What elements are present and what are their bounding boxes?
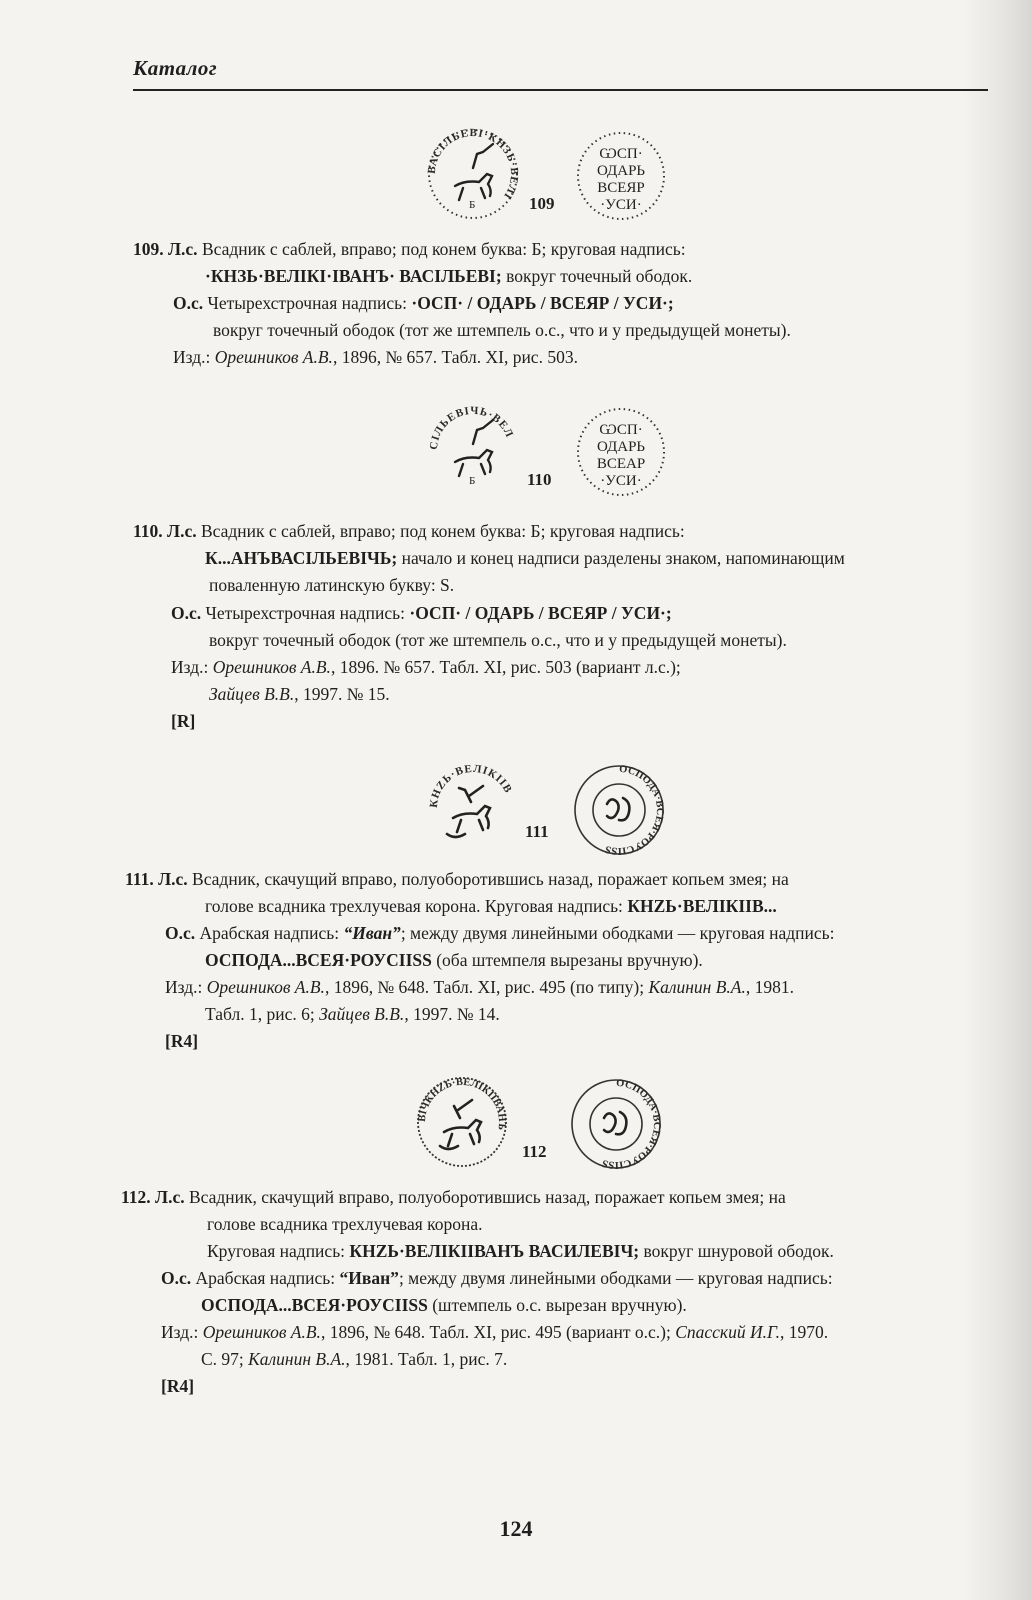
reverse-legend: ·ОСП· / ОДАРЬ / ВСЕЯР / УСИ·; xyxy=(411,293,674,313)
reverse-label: О.с. xyxy=(171,603,202,623)
entry-110-line-5: вокруг точечный ободок (тот же штемпель о.с., что и у предыдущей монеты). xyxy=(209,630,787,650)
literature-author: Орешников А.В. xyxy=(212,657,331,677)
entry-112-literature-2 xyxy=(201,1346,507,1373)
obverse-legend: К...АНЪВАСІЛЬЕВІЧЬ; xyxy=(205,548,398,568)
obverse-label: Л.с. xyxy=(167,521,197,541)
coin-109-reverse-line-4: ·УСИ· xyxy=(600,197,642,213)
reverse-label: О.с. xyxy=(173,293,204,313)
literature-reference-4: , 1997. № 14. xyxy=(404,1004,500,1024)
entry-110-line-4 xyxy=(171,600,672,627)
obverse-label: Л.с. xyxy=(158,869,188,889)
coin-number-110: 110 xyxy=(527,470,552,489)
obverse-description: Всадник, скачущий вправо, полуоборотившись назад, поражает копьем змея; на xyxy=(192,869,789,889)
obverse-label: Л.с. xyxy=(155,1187,185,1207)
coin-109-reverse-line-1: ѠСП· xyxy=(599,146,643,162)
entry-112-line-4 xyxy=(161,1265,833,1292)
literature-author-2: Спасский И.Г. xyxy=(675,1322,780,1342)
coin-111-obverse xyxy=(425,762,521,854)
obverse-description: Всадник, скачущий вправо, полуоборотившись назад, поражает копьем змея; на xyxy=(188,1187,786,1207)
literature-reference: , 1896, № 648. Табл. XI, рис. 495 (вариант о.с.); xyxy=(320,1322,671,1342)
entry-111-literature-2 xyxy=(205,1001,500,1028)
entry-112-literature xyxy=(161,1319,828,1346)
coin-110-obverse xyxy=(425,402,521,496)
literature-author-3: Зайцев В.В. xyxy=(319,1004,405,1024)
coin-111-obverse-legend: КНZЬ·ВЕЛІКІІВ xyxy=(427,762,515,809)
obverse-description: Всадник с саблей, вправо; под конем буква: Б; круговая надпись: xyxy=(201,239,686,259)
coin-109-reverse xyxy=(575,130,667,222)
literature-reference-4: , 1981. Табл. 1, рис. 7. xyxy=(345,1349,508,1369)
coin-images-110 xyxy=(425,402,675,502)
svg-text:ОСПОДА·ВСЕЯ·РОУСІІSS xyxy=(604,764,665,856)
running-header xyxy=(133,52,988,92)
svg-text:Б: Б xyxy=(469,199,476,211)
svg-text:Б: Б xyxy=(469,475,476,487)
literature-label: Изд.: xyxy=(165,977,203,997)
rarity-badge: [R] xyxy=(171,711,196,731)
entry-111-line-4 xyxy=(205,947,703,974)
entry-111-literature xyxy=(165,974,794,1001)
coin-number-111: 111 xyxy=(525,822,549,841)
entry-111-line-3 xyxy=(165,920,835,947)
rarity-badge: [R4] xyxy=(161,1376,195,1396)
entry-109 xyxy=(133,236,993,386)
coin-111-reverse xyxy=(573,764,665,856)
coin-110-reverse xyxy=(575,406,667,498)
entry-109-line-3 xyxy=(173,290,674,317)
entry-109-line-4: вокруг точечный ободок (тот же штемпель о.с., что и у предыдущей монеты). xyxy=(213,320,791,340)
literature-author-2: Зайцев В.В. xyxy=(209,684,295,704)
literature-reference: , 1896, № 657. Табл. XI, рис. 503. xyxy=(332,347,578,367)
literature-author: Орешников А.В. xyxy=(214,347,333,367)
reverse-description: Четырехстрочная надпись: xyxy=(205,603,406,623)
header-rule xyxy=(133,89,988,91)
coin-112-reverse xyxy=(570,1078,662,1170)
entry-110-line-2 xyxy=(205,545,845,572)
obverse-legend: КНZЬ·ВЕЛІКІІВ... xyxy=(627,896,777,916)
coin-images-111 xyxy=(425,762,675,862)
obverse-legend-tail: вокруг точечный ободок. xyxy=(506,266,693,286)
coin-109-reverse-line-2: ОДАРЬ xyxy=(596,163,646,179)
literature-reference: , 1896. № 657. Табл. XI, рис. 503 (вариант л.с.); xyxy=(330,657,681,677)
svg-text:ОСПОДА·ВСЕЯ·РОУСІІSS xyxy=(601,1078,662,1170)
entry-112-line-3 xyxy=(207,1238,834,1265)
literature-reference-3: Табл. 1, рис. 6; xyxy=(205,1004,315,1024)
coin-110-reverse-line-1: ѠСП· xyxy=(599,422,643,438)
literature-author-3: Калинин В.А. xyxy=(248,1349,346,1369)
reverse-label: О.с. xyxy=(161,1268,192,1288)
reverse-legend: ОСПОДА...ВСЕЯ·РОУСІІSS xyxy=(201,1295,428,1315)
page-number: 124 xyxy=(499,1516,533,1541)
coin-112-reverse-legend: ОСПОДА·ВСЕЯ·РОУСІІSS xyxy=(601,1078,662,1170)
obverse-legend-tail: вокруг шнуровой ободок. xyxy=(643,1241,834,1261)
entry-number: 109. xyxy=(133,239,164,259)
entry-110-literature xyxy=(171,654,681,681)
literature-reference-2: , 1981. xyxy=(745,977,794,997)
reverse-description: Арабская надпись: xyxy=(195,1268,336,1288)
reverse-tail: (оба штемпеля вырезаны вручную). xyxy=(436,950,703,970)
literature-label: Изд.: xyxy=(161,1322,199,1342)
coin-109-obverse xyxy=(425,128,521,220)
entry-number: 112. xyxy=(121,1187,151,1207)
reverse-arabic-word: “Иван” xyxy=(339,1268,399,1288)
entry-number: 111. xyxy=(125,869,154,889)
coin-111-reverse-legend: ОСПОДА·ВСЕЯ·РОУСІІSS xyxy=(604,764,665,856)
svg-text:СІЛЬЕВІЧЬ·ВЕЛ xyxy=(428,405,516,451)
reverse-description-2: ; между двумя линейными ободками — круговая надпись: xyxy=(400,923,835,943)
reverse-description: Четырехстрочная надпись: xyxy=(207,293,408,313)
obverse-legend-tail: начало и конец надписи разделены знаком, напоминающим xyxy=(401,548,845,568)
entry-110-literature-2 xyxy=(209,681,390,708)
literature-author: Орешников А.В. xyxy=(202,1322,321,1342)
entry-number: 110. xyxy=(133,521,163,541)
obverse-legend: ·КНЗЬ·ВЕЛІКІ·ІВАНЪ· ВАСІЛЬЕВІ; xyxy=(205,266,502,286)
coin-109-obverse-legend: ВАСІЛЬЕВІ·КНЗЬ·ВЕЛІ xyxy=(425,128,521,202)
literature-label: Изд.: xyxy=(173,347,211,367)
entry-110 xyxy=(133,518,993,750)
literature-reference: , 1896, № 648. Табл. XI, рис. 495 (по типу); xyxy=(324,977,645,997)
coin-number-109: 109 xyxy=(529,194,555,213)
coin-images-112 xyxy=(414,1076,674,1176)
rarity-badge: [R4] xyxy=(165,1031,199,1051)
entry-112-line-1 xyxy=(121,1184,786,1211)
obverse-description-2: голове всадника трехлучевая корона. Круговая надпись: xyxy=(205,896,623,916)
literature-reference-2: , 1997. № 15. xyxy=(294,684,390,704)
coin-number-112: 112 xyxy=(522,1142,547,1161)
obverse-legend: КНZЬ·ВЕЛІКІІВАНЪ ВАСИЛЕВІЧ; xyxy=(349,1241,640,1261)
coin-110-reverse-line-2: ОДАРЬ xyxy=(596,439,646,455)
entry-109-line-1 xyxy=(133,236,686,263)
reverse-label: О.с. xyxy=(165,923,196,943)
entry-112-line-5 xyxy=(201,1292,687,1319)
literature-author: Орешников А.В. xyxy=(206,977,325,997)
reverse-legend: ОСПОДА...ВСЕЯ·РОУСІІSS xyxy=(205,950,432,970)
entry-110-line-3: поваленную латинскую букву: S. xyxy=(209,575,455,595)
entry-112-line-2: голове всадника трехлучевая корона. xyxy=(207,1214,483,1234)
obverse-label: Л.с. xyxy=(168,239,198,259)
entry-111 xyxy=(125,866,993,1058)
reverse-description: Арабская надпись: xyxy=(199,923,340,943)
entry-112 xyxy=(121,1184,993,1404)
literature-label: Изд.: xyxy=(171,657,209,677)
literature-author-2: Калинин В.А. xyxy=(648,977,746,997)
coin-images-109 xyxy=(425,128,675,228)
reverse-tail: (штемпель о.с. вырезан вручную). xyxy=(432,1295,687,1315)
coin-110-reverse-line-3: ВСЕАР xyxy=(596,456,646,472)
entry-110-line-1 xyxy=(133,518,685,545)
entry-111-line-1 xyxy=(125,866,789,893)
coin-110-obverse-legend: СІЛЬЕВІЧЬ·ВЕЛ xyxy=(427,404,516,451)
coin-112-obverse xyxy=(414,1076,510,1168)
reverse-legend: ·ОСП· / ОДАРЬ / ВСЕЯР / УСИ·; xyxy=(409,603,672,623)
literature-reference-2: , 1970. xyxy=(779,1322,829,1342)
entry-111-line-2 xyxy=(205,893,777,920)
obverse-description: Всадник с саблей, вправо; под конем буква: Б; круговая надпись: xyxy=(200,521,685,541)
coin-109-reverse-line-3: ВСЕЯР xyxy=(597,180,645,196)
entry-109-line-2 xyxy=(205,263,692,290)
literature-reference-3: С. 97; xyxy=(201,1349,244,1369)
coin-110-reverse-line-4: ·УСИ· xyxy=(600,473,642,489)
obverse-description-3: Круговая надпись: xyxy=(207,1241,346,1261)
entry-109-literature xyxy=(173,344,578,371)
reverse-arabic-word: “Иван” xyxy=(343,923,401,943)
svg-text:ВІЧКНZЬ·ВЕЛІКІІВАНЪ xyxy=(417,1077,507,1131)
header-title: Каталог xyxy=(133,56,218,80)
reverse-description-2: ; между двумя линейными ободками — круговая надпись: xyxy=(398,1268,833,1288)
coin-112-obverse-legend: ВІЧКНZЬ·ВЕЛІКІІВАНЪ xyxy=(416,1076,508,1131)
